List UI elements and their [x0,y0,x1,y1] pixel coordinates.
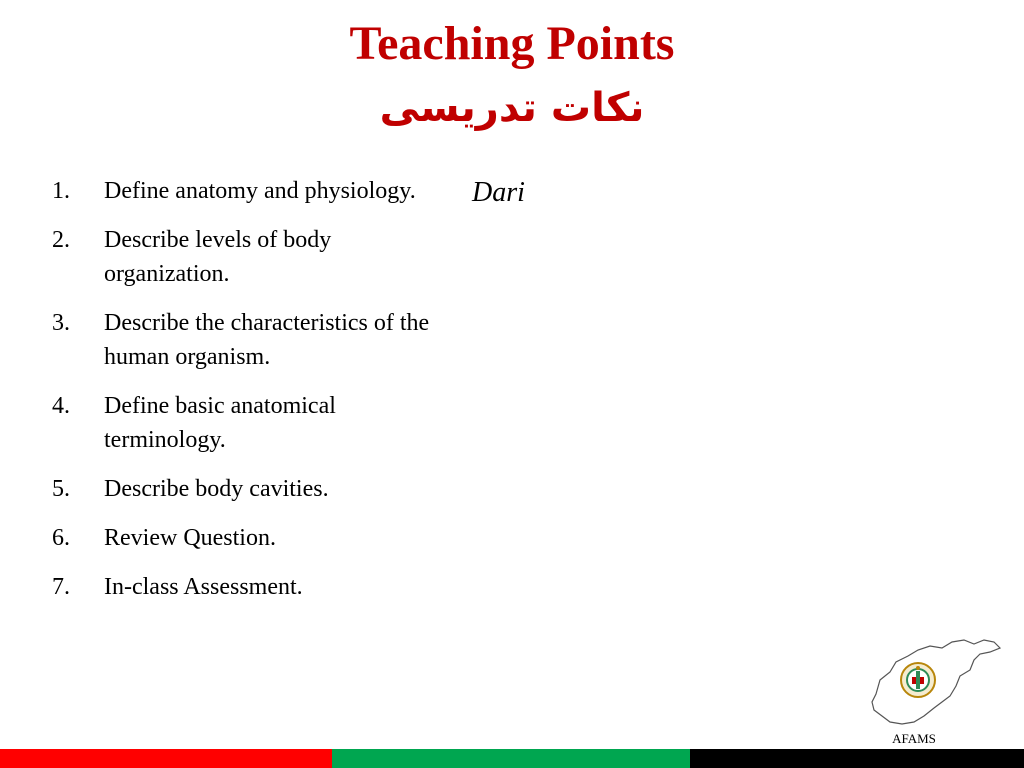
list-item-number: 1. [52,178,70,204]
slide-subtitle-dari: نکات تدریسی [379,85,645,131]
list-item [52,306,462,374]
list-item-number: 6. [52,525,70,551]
afghanistan-map-outline [866,636,1004,736]
list-item-text: Describe body cavities. [104,476,329,502]
list-item [52,223,462,291]
language-label: Dari [472,177,525,208]
list-item-text: Describe the characteristics of the human organism. [104,310,430,370]
list-item-number: 7. [52,574,70,600]
list-item-text: Describe levels of body organization. [104,227,332,287]
footer-flag-stripe [0,749,1024,768]
list-item-text: Review Question. [104,525,276,551]
list-item [52,174,462,208]
list-item-text: Define anatomy and physiology. [104,178,416,204]
list-item-number: 4. [52,393,70,419]
list-item-number: 5. [52,476,70,502]
list-item-text: Define basic anatomical terminology. [104,393,336,453]
slide-title: Teaching Points [349,17,675,70]
footer-stripe-black [690,749,1024,768]
list-item [52,389,462,457]
footer-stripe-red [0,749,332,768]
list-item-number: 2. [52,227,70,253]
list-item-number: 3. [52,310,70,336]
list-item-text: In-class Assessment. [104,574,303,600]
list-item [52,570,462,604]
list-item [52,521,462,555]
org-label: AFAMS [892,731,936,746]
teaching-points-list [52,174,462,619]
afghanistan-map-emblem-icon [866,636,1004,736]
list-item [52,472,462,506]
footer-stripe-green [332,749,690,768]
